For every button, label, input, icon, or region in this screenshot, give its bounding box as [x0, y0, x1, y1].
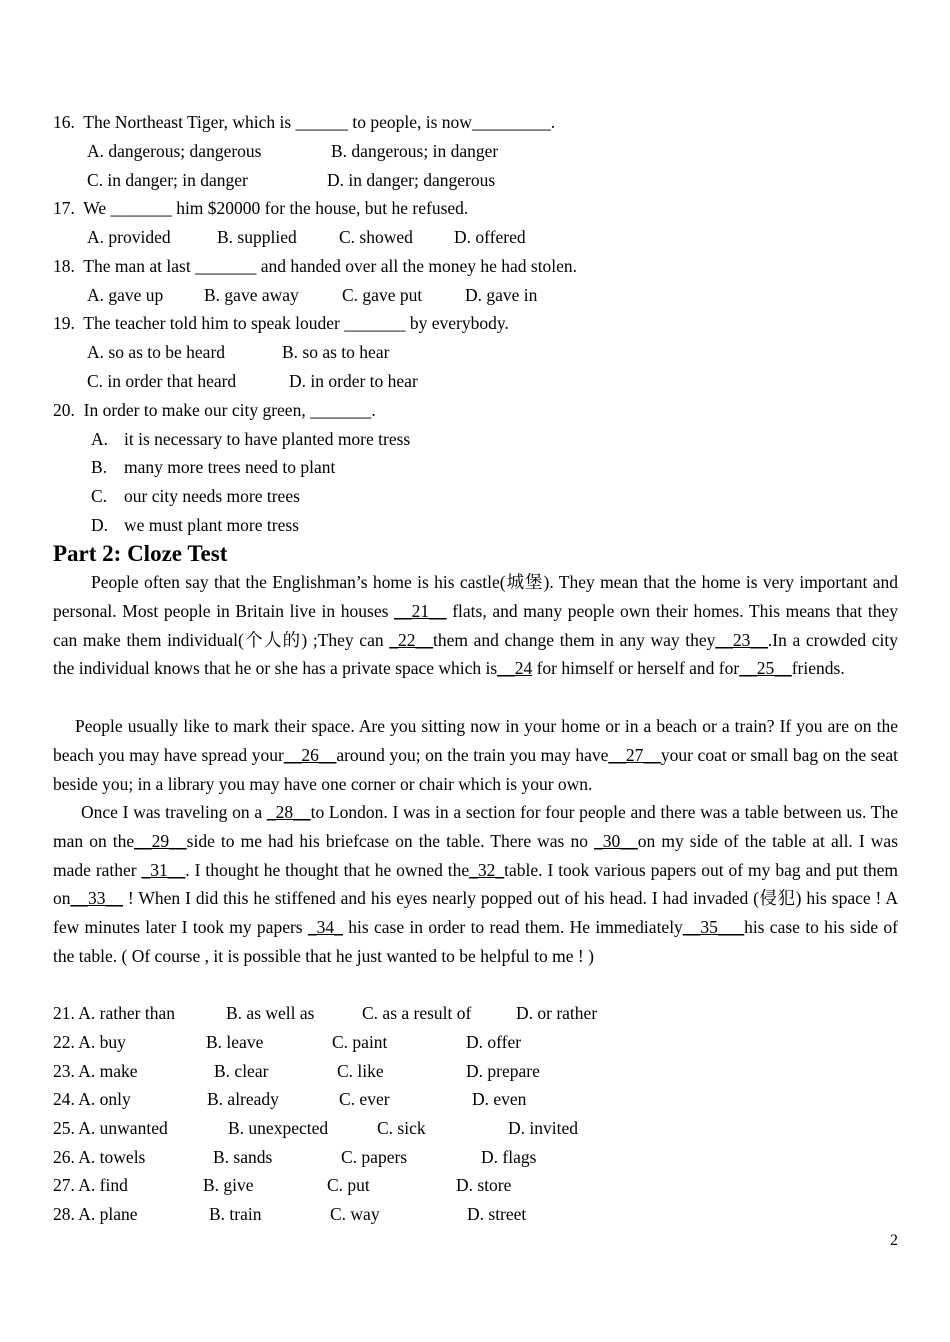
q16-option-c: C. in danger; in danger [87, 170, 248, 190]
text: .In a crowded city the individual knows that he or she has a private space which is [53, 629, 899, 679]
blank-21: __21__ [394, 600, 447, 621]
option-23-a: 23. A. make [53, 1061, 138, 1081]
option-23-c: C. like [337, 1061, 384, 1081]
text: . I thought he thought that he owned the [185, 859, 470, 880]
text: People often say that the Englishman’s home is his castle(城堡). They mean that the home is very important and personal. Most people in Britain live in houses [53, 572, 898, 621]
blank-24: __24 [497, 658, 533, 679]
q19-option-a: A. so as to be heard [87, 342, 226, 362]
option-24-c: C. ever [339, 1089, 390, 1109]
option-21-c: C. as a result of [362, 1003, 472, 1023]
option-24-a: 24. A. only [53, 1089, 131, 1109]
blank-30: _30__ [594, 830, 638, 851]
option-22-a: 22. A. buy [53, 1032, 126, 1052]
option-21-d: D. or rather [516, 1003, 598, 1023]
option-26-b: B. sands [213, 1147, 273, 1167]
option-22-d: D. offer [466, 1032, 522, 1052]
option-28-a: 28. A. plane [53, 1204, 138, 1224]
blank-33: __33__ [70, 888, 123, 909]
option-28-b: B. train [209, 1204, 262, 1224]
q19-option-d: D. in order to hear [289, 371, 418, 391]
option-26-d: D. flags [481, 1147, 537, 1167]
cloze-paragraph-1 [53, 568, 898, 683]
text: to London. I was in a section for four people and there was a table between us. The man on the [53, 802, 898, 851]
text: table. I took various papers out of my bag and put them on [53, 859, 898, 909]
option-27-d: D. store [456, 1175, 512, 1195]
q20-option-b: many more trees need to plant [124, 457, 336, 477]
q16-option-b: B. dangerous; in danger [331, 141, 499, 161]
page-number: 2 [890, 1232, 898, 1249]
option-21-b: B. as well as [226, 1003, 315, 1023]
q19-option-b: B. so as to hear [282, 342, 390, 362]
blank-25: __25__ [739, 658, 792, 679]
blank-28: _28__ [266, 802, 311, 822]
text: side to me had his briefcase on the table. There was no [186, 830, 595, 851]
text: friends. [791, 658, 845, 679]
q16-option-d: D. in danger; dangerous [327, 170, 496, 190]
text: his case in order to read them. He immediately [342, 917, 683, 938]
option-22-b: B. leave [206, 1032, 264, 1052]
question-20: 20. In order to make our city green, _______. [53, 400, 376, 420]
blank-35: __35___ [682, 917, 745, 938]
blank-26: __26__ [283, 744, 337, 765]
option-24-b: B. already [207, 1089, 279, 1109]
text: on my side of the table at all. I was made rather [53, 830, 898, 880]
q19-option-c: C. in order that heard [87, 371, 237, 391]
question-19: 19. The teacher told him to speak louder _______ by everybody. [53, 313, 509, 333]
q17-option-c: C. showed [339, 227, 413, 247]
q18-option-b: B. gave away [204, 285, 299, 305]
option-27-c: C. put [327, 1175, 370, 1195]
q16-option-a: A. dangerous; dangerous [87, 141, 262, 161]
q17-option-d: D. offered [454, 227, 526, 247]
text: People usually like to mark their space. Are you sitting now in your home or in a beach or a train? If you are on the beach you may have spread your [53, 716, 898, 765]
q20-option-d-label: D. [91, 515, 109, 535]
text: Once I was traveling on a [81, 802, 267, 822]
q20-option-b-label: B. [91, 457, 108, 477]
q17-option-b: B. supplied [217, 227, 297, 247]
option-25-d: D. invited [508, 1118, 578, 1138]
option-28-d: D. street [467, 1204, 527, 1224]
option-23-d: D. prepare [466, 1061, 540, 1081]
q20-option-d: we must plant more tress [124, 515, 299, 535]
blank-27: __27__ [608, 744, 661, 765]
q20-option-c: our city needs more trees [124, 486, 300, 506]
blank-29: __29__ [134, 830, 187, 851]
option-22-c: C. paint [332, 1032, 388, 1052]
q18-option-d: D. gave in [465, 285, 538, 305]
blank-23: __23__ [715, 629, 768, 650]
option-25-b: B. unexpected [228, 1118, 329, 1138]
q20-option-a-label: A. [91, 429, 109, 449]
question-18: 18. The man at last _______ and handed over all the money he had stolen. [53, 256, 578, 276]
option-27-b: B. give [203, 1175, 254, 1195]
option-25-c: C. sick [377, 1118, 426, 1138]
blank-22: _22__ [389, 629, 433, 650]
text: your coat or small bag on the seat beside you; in a library you may have one corner or chair which is your own. [53, 744, 898, 794]
q20-option-c-label: C. [91, 486, 108, 506]
option-26-c: C. papers [341, 1147, 408, 1167]
option-27-a: 27. A. find [53, 1175, 128, 1195]
q18-option-a: A. gave up [87, 285, 164, 305]
option-21-a: 21. A. rather than [53, 1003, 175, 1023]
q17-option-a: A. provided [87, 227, 171, 247]
option-23-b: B. clear [214, 1061, 269, 1081]
text: around you; on the train you may have [336, 744, 609, 765]
text: flats, and many people own their homes. This means that they can make them individual(个人的) ;They can [53, 600, 898, 650]
blank-31: _31__ [141, 859, 186, 880]
option-24-d: D. even [472, 1089, 527, 1109]
q20-option-a: it is necessary to have planted more tress [124, 429, 411, 449]
section-title: Part 2: Cloze Test [53, 541, 228, 566]
option-26-a: 26. A. towels [53, 1147, 146, 1167]
text: ! When I did this he stiffened and his eyes nearly popped out of his head. I had invaded (侵犯) his space ! A few minutes later I took my papers [53, 888, 898, 938]
cloze-paragraph-3 [53, 798, 898, 971]
text: for himself or herself and for [532, 658, 740, 679]
q18-option-c: C. gave put [342, 285, 423, 305]
text: them and change them in any way they [432, 629, 716, 650]
cloze-paragraph-2 [53, 712, 898, 798]
question-16: 16. The Northeast Tiger, which is ______ to people, is now_________. [53, 112, 556, 132]
option-25-a: 25. A. unwanted [53, 1118, 168, 1138]
text: his case to his side of the table. ( Of course , it is possible that he just wanted to be helpful to me ! ) [53, 917, 898, 966]
option-28-c: C. way [330, 1204, 380, 1224]
blank-34: _34_ [307, 917, 343, 938]
blank-32: _32_ [469, 859, 505, 880]
question-17: 17. We _______ him $20000 for the house, but he refused. [53, 198, 469, 218]
